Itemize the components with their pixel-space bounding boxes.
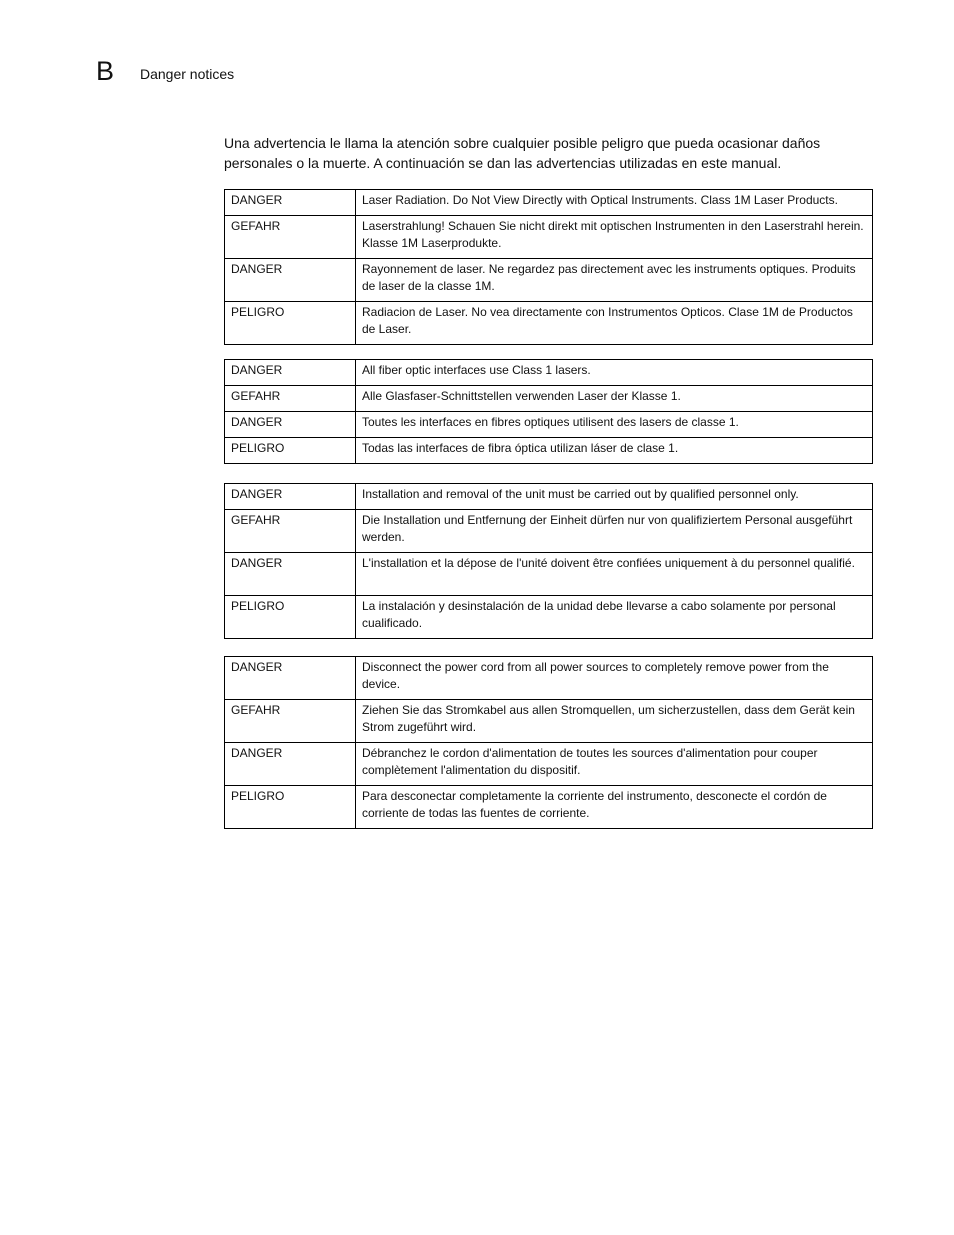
notice-row-english bbox=[225, 657, 873, 700]
notice-label: PELIGRO bbox=[225, 596, 356, 639]
danger-notice-table-power-cord bbox=[224, 656, 873, 829]
intro-paragraph: Una advertencia le llama la atención sobre cualquier posible peligro que pueda ocasionar daños personales o la muerte. A continuación se dan las advertencias utilizadas en este manual. bbox=[224, 135, 821, 171]
section-title: Danger notices bbox=[140, 66, 235, 82]
notice-text: Laser Radiation. Do Not View Directly with Optical Instruments. Class 1M Laser Products. bbox=[356, 190, 873, 216]
notice-label: DANGER bbox=[225, 657, 356, 700]
danger-notice-table-laser-radiation bbox=[224, 189, 873, 345]
notice-row-spanish bbox=[225, 438, 873, 464]
notice-row-german bbox=[225, 216, 873, 259]
notice-label: GEFAHR bbox=[225, 510, 356, 553]
notice-label: DANGER bbox=[225, 484, 356, 510]
notice-text: Alle Glasfaser-Schnittstellen verwenden Laser der Klasse 1. bbox=[356, 386, 873, 412]
notice-text: Installation and removal of the unit must be carried out by qualified personnel only. bbox=[356, 484, 873, 510]
notice-text: Laserstrahlung! Schauen Sie nicht direkt mit optischen Instrumenten in den Laserstrahl herein. Klasse 1M Laserprodukte. bbox=[356, 216, 873, 259]
notice-text: Disconnect the power cord from all power sources to completely remove power from the device. bbox=[356, 657, 873, 700]
notice-text: All fiber optic interfaces use Class 1 lasers. bbox=[356, 360, 873, 386]
notice-row-french bbox=[225, 412, 873, 438]
notice-text: L'installation et la dépose de l'unité doivent être confiées uniquement à du personnel qualifié. bbox=[356, 553, 873, 596]
notice-text: Ziehen Sie das Stromkabel aus allen Stromquellen, um sicherzustellen, dass dem Gerät kein Strom zugeführt wird. bbox=[356, 700, 873, 743]
notice-text: Para desconectar completamente la corriente del instrumento, desconecte el cordón de corriente de todas las fuentes de corriente. bbox=[356, 786, 873, 829]
notice-label: GEFAHR bbox=[225, 216, 356, 259]
notice-row-german bbox=[225, 386, 873, 412]
notice-row-english bbox=[225, 484, 873, 510]
notice-text: Todas las interfaces de fibra óptica utilizan láser de clase 1. bbox=[356, 438, 873, 464]
notice-label: DANGER bbox=[225, 259, 356, 302]
notice-row-english bbox=[225, 360, 873, 386]
notice-label: DANGER bbox=[225, 360, 356, 386]
danger-notice-table-class1-lasers bbox=[224, 359, 873, 464]
notice-text: La instalación y desinstalación de la unidad debe llevarse a cabo solamente por personal cualificado. bbox=[356, 596, 873, 639]
notice-text: Toutes les interfaces en fibres optiques utilisent des lasers de classe 1. bbox=[356, 412, 873, 438]
notice-label: DANGER bbox=[225, 743, 356, 786]
notice-label: PELIGRO bbox=[225, 786, 356, 829]
notice-label: GEFAHR bbox=[225, 700, 356, 743]
notice-text: Radiacion de Laser. No vea directamente con Instrumentos Opticos. Clase 1M de Productos de Laser. bbox=[356, 302, 873, 345]
notice-row-french bbox=[225, 743, 873, 786]
notice-row-spanish bbox=[225, 596, 873, 639]
notice-label: GEFAHR bbox=[225, 386, 356, 412]
notice-row-french bbox=[225, 259, 873, 302]
notice-label: DANGER bbox=[225, 412, 356, 438]
notice-row-german bbox=[225, 510, 873, 553]
notice-text: Rayonnement de laser. Ne regardez pas directement avec les instruments optiques. Produits de laser de la classe 1M. bbox=[356, 259, 873, 302]
notice-label: PELIGRO bbox=[225, 302, 356, 345]
danger-notice-table-qualified-personnel bbox=[224, 483, 873, 639]
notice-text: Die Installation und Entfernung der Einheit dürfen nur von qualifiziertem Personal ausgeführt werden. bbox=[356, 510, 873, 553]
notice-label: PELIGRO bbox=[225, 438, 356, 464]
chapter-letter: B bbox=[96, 56, 115, 86]
notice-row-german bbox=[225, 700, 873, 743]
notice-label: DANGER bbox=[225, 553, 356, 596]
notice-row-spanish bbox=[225, 302, 873, 345]
notice-label: DANGER bbox=[225, 190, 356, 216]
notice-row-french bbox=[225, 553, 873, 596]
notice-text: Débranchez le cordon d'alimentation de toutes les sources d'alimentation pour couper complètement l'alimentation du dispositif. bbox=[356, 743, 873, 786]
notice-row-english bbox=[225, 190, 873, 216]
notice-row-spanish bbox=[225, 786, 873, 829]
